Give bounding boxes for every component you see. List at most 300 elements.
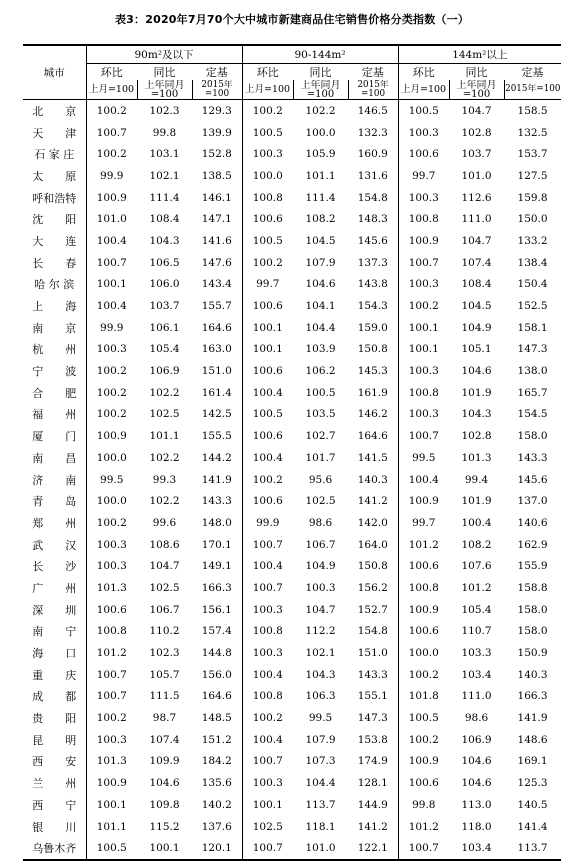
index-value: 161.9 <box>357 386 388 399</box>
index-value: 101.7 <box>305 451 336 464</box>
base-header: 上年同月=100 <box>137 80 192 100</box>
index-value: 101.0 <box>86 208 137 230</box>
city-name: 兰 州 <box>32 777 77 791</box>
index-value: 147.1 <box>201 213 232 226</box>
index-value: 100.3 <box>242 599 293 621</box>
index-value: 143.3 <box>201 495 232 508</box>
index-value: 112.6 <box>461 191 492 204</box>
table-row <box>23 555 561 577</box>
table-row <box>23 707 561 729</box>
index-value: 99.7 <box>398 165 449 187</box>
index-value: 115.2 <box>149 820 180 833</box>
index-value: 101.3 <box>461 451 492 464</box>
index-value: 101.2 <box>86 642 137 664</box>
index-value: 104.9 <box>305 560 336 573</box>
index-value: 141.2 <box>357 495 388 508</box>
index-value: 152.8 <box>201 148 232 161</box>
table-row <box>23 816 561 838</box>
index-value: 100.0 <box>242 165 293 187</box>
index-value: 106.0 <box>149 278 180 291</box>
index-value: 100.1 <box>86 794 137 816</box>
index-value: 108.4 <box>461 278 492 291</box>
index-value: 159.0 <box>357 321 388 334</box>
index-value: 104.4 <box>305 321 336 334</box>
table-title: 表3：2020年7月70个大中城市新建商品住宅销售价格分类指数（一） <box>114 13 470 26</box>
city-name: 乌鲁木齐 <box>23 837 86 860</box>
index-value: 141.9 <box>517 712 548 725</box>
index-value: 132.3 <box>357 126 388 139</box>
table-row <box>23 143 561 165</box>
table-row <box>23 360 561 382</box>
sub-header: 同比 <box>309 66 332 79</box>
city-name: 成 都 <box>32 690 77 704</box>
city-name: 西 宁 <box>32 798 77 812</box>
index-value: 100.0 <box>305 126 336 139</box>
index-value: 148.5 <box>201 712 232 725</box>
index-value: 122.1 <box>348 837 398 860</box>
index-value: 145.3 <box>357 365 388 378</box>
city-name: 重 庆 <box>32 668 77 682</box>
index-value: 148.3 <box>357 213 388 226</box>
index-value: 118.1 <box>305 820 336 833</box>
index-value: 107.9 <box>305 256 336 269</box>
index-value: 100.5 <box>305 386 336 399</box>
index-value: 100.2 <box>86 360 137 382</box>
index-value: 164.6 <box>201 690 232 703</box>
table-row <box>23 404 561 426</box>
index-value: 100.9 <box>86 425 137 447</box>
index-value: 104.3 <box>149 234 180 247</box>
index-value: 100.6 <box>398 143 449 165</box>
index-value: 132.5 <box>517 126 548 139</box>
index-value: 150.9 <box>517 647 548 660</box>
index-value: 110.7 <box>461 625 492 638</box>
index-value: 100.5 <box>242 122 293 144</box>
index-value: 157.4 <box>201 625 232 638</box>
index-value: 104.6 <box>305 278 336 291</box>
city-name: 长 沙 <box>32 560 77 574</box>
index-value: 143.8 <box>357 278 388 291</box>
city-name: 合 肥 <box>32 386 77 400</box>
index-value: 104.6 <box>461 777 492 790</box>
index-value: 104.7 <box>461 234 492 247</box>
index-value: 101.2 <box>398 534 449 556</box>
index-value: 106.9 <box>461 733 492 746</box>
index-value: 106.1 <box>149 321 180 334</box>
index-value: 100.2 <box>86 512 137 534</box>
index-value: 102.5 <box>149 408 180 421</box>
index-value: 100.9 <box>398 230 449 252</box>
sub-header: 同比 <box>465 66 488 79</box>
index-value: 103.9 <box>305 343 336 356</box>
sub-header: 环比 <box>242 64 293 81</box>
table-row <box>23 599 561 621</box>
index-value: 101.2 <box>398 816 449 838</box>
table-row <box>23 295 561 317</box>
index-value: 100.8 <box>398 577 449 599</box>
index-value: 111.4 <box>149 191 180 204</box>
index-value: 135.6 <box>201 777 232 790</box>
sub-header: 定基 <box>361 66 384 79</box>
index-value: 100.5 <box>86 837 137 860</box>
index-value: 100.7 <box>242 837 293 860</box>
index-value: 103.1 <box>149 148 180 161</box>
index-value: 158.0 <box>517 430 548 443</box>
index-value: 138.4 <box>517 256 548 269</box>
city-name: 宁 波 <box>32 365 77 379</box>
index-value: 100.5 <box>398 707 449 729</box>
index-value: 104.5 <box>305 234 336 247</box>
table-row <box>23 577 561 599</box>
index-value: 164.6 <box>357 430 388 443</box>
index-value: 100.6 <box>242 490 293 512</box>
index-value: 100.6 <box>398 555 449 577</box>
index-value: 104.7 <box>461 104 492 117</box>
city-name: 南 宁 <box>32 625 77 639</box>
index-value: 100.3 <box>398 404 449 426</box>
index-value: 98.7 <box>152 712 177 725</box>
index-value: 99.9 <box>242 512 293 534</box>
index-value: 99.6 <box>152 516 177 529</box>
index-value: 106.9 <box>149 365 180 378</box>
index-value: 151.0 <box>357 647 388 660</box>
index-value: 139.9 <box>201 126 232 139</box>
index-value: 101.1 <box>305 169 336 182</box>
index-value: 149.1 <box>201 560 232 573</box>
table-row <box>23 230 561 252</box>
city-name: 天 津 <box>32 126 77 140</box>
index-value: 98.6 <box>464 712 489 725</box>
index-value: 102.2 <box>149 386 180 399</box>
base-header: 上年同月=100 <box>449 80 504 100</box>
index-value: 104.7 <box>305 603 336 616</box>
index-value: 100.2 <box>242 100 293 122</box>
index-value: 113.0 <box>461 798 492 811</box>
index-value: 141.4 <box>517 820 548 833</box>
index-value: 100.2 <box>86 382 137 404</box>
table-row <box>23 469 561 491</box>
index-value: 100.9 <box>86 772 137 794</box>
table-row <box>23 794 561 816</box>
index-value: 105.9 <box>305 148 336 161</box>
index-value: 127.5 <box>517 169 548 182</box>
city-name: 上 海 <box>32 300 77 314</box>
index-value: 100.6 <box>242 208 293 230</box>
table-row <box>23 165 561 187</box>
index-value: 100.4 <box>86 230 137 252</box>
index-value: 99.4 <box>464 473 489 486</box>
index-value: 108.4 <box>149 213 180 226</box>
index-value: 100.1 <box>242 317 293 339</box>
index-value: 110.2 <box>149 625 180 638</box>
index-value: 99.9 <box>86 165 137 187</box>
index-value: 100.1 <box>86 274 137 296</box>
index-value: 137.0 <box>517 495 548 508</box>
index-value: 100.6 <box>242 425 293 447</box>
index-value: 170.1 <box>201 538 232 551</box>
index-value: 104.6 <box>149 777 180 790</box>
index-value: 141.2 <box>357 820 388 833</box>
index-value: 100.4 <box>398 469 449 491</box>
city-name: 大 连 <box>32 234 77 248</box>
table-row <box>23 837 561 860</box>
index-value: 100.5 <box>242 230 293 252</box>
index-value: 138.0 <box>517 365 548 378</box>
index-value: 137.6 <box>201 820 232 833</box>
table-row <box>23 772 561 794</box>
index-value: 100.6 <box>242 295 293 317</box>
index-value: 133.2 <box>517 234 548 247</box>
index-value: 154.3 <box>357 300 388 313</box>
index-value: 140.6 <box>517 516 548 529</box>
index-value: 100.9 <box>86 187 137 209</box>
index-value: 99.5 <box>308 712 333 725</box>
index-value: 100.3 <box>398 122 449 144</box>
base-header: 上月=100 <box>398 80 449 100</box>
index-value: 100.9 <box>398 751 449 773</box>
index-value: 100.4 <box>461 516 492 529</box>
index-value: 140.3 <box>357 473 388 486</box>
city-name: 哈 尔 滨 <box>34 278 75 292</box>
index-value: 155.7 <box>201 300 232 313</box>
index-value: 100.7 <box>86 252 137 274</box>
index-value: 100.2 <box>242 469 293 491</box>
city-name: 深 圳 <box>32 603 77 617</box>
index-value: 142.5 <box>201 408 232 421</box>
index-value: 100.6 <box>398 772 449 794</box>
index-value: 109.8 <box>149 798 180 811</box>
index-value: 155.9 <box>517 560 548 573</box>
base-header: 2015年=100 <box>192 80 242 100</box>
index-value: 99.7 <box>398 512 449 534</box>
index-value: 165.7 <box>517 386 548 399</box>
index-value: 109.9 <box>149 755 180 768</box>
index-value: 141.5 <box>357 451 388 464</box>
index-value: 107.4 <box>149 733 180 746</box>
city-name: 北 京 <box>32 104 77 118</box>
index-value: 100.7 <box>398 252 449 274</box>
price-index-table <box>23 44 561 861</box>
index-value: 125.3 <box>517 777 548 790</box>
index-value: 158.5 <box>517 104 548 117</box>
index-value: 159.8 <box>517 191 548 204</box>
index-value: 100.7 <box>86 122 137 144</box>
index-value: 100.1 <box>242 794 293 816</box>
index-value: 106.7 <box>149 603 180 616</box>
index-value: 166.3 <box>517 690 548 703</box>
index-value: 100.7 <box>242 751 293 773</box>
index-value: 100.7 <box>86 664 137 686</box>
city-name: 南 京 <box>32 321 77 335</box>
index-value: 108.6 <box>149 538 180 551</box>
index-value: 100.0 <box>86 490 137 512</box>
index-value: 100.2 <box>398 664 449 686</box>
index-value: 95.6 <box>308 473 333 486</box>
table-row <box>23 100 561 122</box>
city-name: 武 汉 <box>32 538 77 552</box>
index-value: 105.4 <box>149 343 180 356</box>
index-value: 104.4 <box>305 777 336 790</box>
index-value: 100.0 <box>86 447 137 469</box>
table-row <box>23 642 561 664</box>
index-value: 106.3 <box>305 690 336 703</box>
city-name: 广 州 <box>32 581 77 595</box>
index-value: 101.0 <box>461 169 492 182</box>
city-name: 贵 阳 <box>32 712 77 726</box>
index-value: 150.0 <box>517 213 548 226</box>
city-name: 长 春 <box>32 256 77 270</box>
index-value: 120.1 <box>192 837 242 860</box>
index-value: 100.1 <box>398 339 449 361</box>
index-value: 100.2 <box>86 100 137 122</box>
index-value: 100.2 <box>398 729 449 751</box>
index-value: 100.3 <box>305 581 336 594</box>
index-value: 100.2 <box>86 707 137 729</box>
index-value: 100.2 <box>242 252 293 274</box>
index-value: 103.5 <box>305 408 336 421</box>
index-value: 104.6 <box>461 755 492 768</box>
table-row <box>23 686 561 708</box>
index-value: 103.7 <box>149 300 180 313</box>
index-value: 146.5 <box>357 104 388 117</box>
index-value: 100.7 <box>242 534 293 556</box>
base-header: 上年同月=100 <box>293 80 348 100</box>
index-value: 100.8 <box>242 686 293 708</box>
index-value: 156.0 <box>201 668 232 681</box>
index-value: 100.8 <box>86 621 137 643</box>
base-header: 上月=100 <box>242 80 293 100</box>
index-value: 146.1 <box>201 191 232 204</box>
index-value: 106.7 <box>305 538 336 551</box>
sub-header: 定基 <box>205 66 228 79</box>
index-value: 148.0 <box>201 516 232 529</box>
index-value: 101.8 <box>398 686 449 708</box>
sub-header: 定基 <box>521 66 544 79</box>
sub-header: 同比 <box>153 66 176 79</box>
sub-header: 环比 <box>398 64 449 81</box>
index-value: 100.3 <box>398 187 449 209</box>
index-value: 103.7 <box>461 148 492 161</box>
index-value: 100.7 <box>242 577 293 599</box>
city-name: 青 岛 <box>32 495 77 509</box>
index-value: 104.9 <box>461 321 492 334</box>
index-value: 101.1 <box>149 430 180 443</box>
group-header-small: 90m²及以下 <box>86 45 242 64</box>
index-value: 140.2 <box>201 798 232 811</box>
index-value: 100.1 <box>398 317 449 339</box>
index-value: 150.4 <box>517 278 548 291</box>
index-value: 100.2 <box>86 404 137 426</box>
table-row <box>23 382 561 404</box>
index-value: 100.6 <box>398 621 449 643</box>
index-value: 100.5 <box>398 100 449 122</box>
city-name: 厦 门 <box>32 430 77 444</box>
index-value: 104.3 <box>461 408 492 421</box>
index-value: 100.9 <box>398 599 449 621</box>
city-name: 福 州 <box>32 408 77 422</box>
index-value: 151.0 <box>201 365 232 378</box>
index-value: 154.8 <box>357 191 388 204</box>
index-value: 100.3 <box>86 555 137 577</box>
index-value: 158.0 <box>517 603 548 616</box>
index-value: 104.5 <box>461 300 492 313</box>
index-value: 118.0 <box>461 820 492 833</box>
index-value: 147.3 <box>517 343 548 356</box>
city-header: 城市 <box>23 45 86 100</box>
index-value: 164.0 <box>357 538 388 551</box>
index-value: 147.3 <box>357 712 388 725</box>
index-value: 103.4 <box>449 837 504 860</box>
index-value: 152.5 <box>517 300 548 313</box>
index-value: 142.0 <box>357 516 388 529</box>
index-value: 112.2 <box>305 625 336 638</box>
index-value: 99.7 <box>242 274 293 296</box>
city-name: 海 口 <box>32 647 77 661</box>
index-value: 102.2 <box>305 104 336 117</box>
index-value: 100.1 <box>137 837 192 860</box>
index-value: 111.4 <box>305 191 336 204</box>
index-value: 100.4 <box>242 729 293 751</box>
index-value: 166.3 <box>201 581 232 594</box>
index-value: 111.0 <box>461 213 492 226</box>
index-value: 100.4 <box>242 664 293 686</box>
table-row <box>23 512 561 534</box>
index-value: 155.1 <box>357 690 388 703</box>
index-value: 156.2 <box>357 581 388 594</box>
index-value: 102.1 <box>305 647 336 660</box>
index-value: 100.5 <box>242 404 293 426</box>
city-name: 杭 州 <box>32 343 77 357</box>
index-value: 103.4 <box>461 668 492 681</box>
index-value: 103.3 <box>461 647 492 660</box>
index-value: 100.3 <box>242 772 293 794</box>
index-value: 108.2 <box>461 538 492 551</box>
index-value: 102.3 <box>149 647 180 660</box>
index-value: 104.7 <box>149 560 180 573</box>
table-row <box>23 274 561 296</box>
index-value: 100.3 <box>86 339 137 361</box>
index-value: 100.4 <box>242 447 293 469</box>
index-value: 105.1 <box>461 343 492 356</box>
index-value: 143.3 <box>517 451 548 464</box>
index-value: 148.6 <box>517 733 548 746</box>
index-value: 141.6 <box>201 234 232 247</box>
index-value: 100.2 <box>242 707 293 729</box>
index-value: 100.8 <box>242 187 293 209</box>
index-value: 137.3 <box>357 256 388 269</box>
index-value: 99.5 <box>86 469 137 491</box>
index-value: 107.4 <box>461 256 492 269</box>
index-value: 158.8 <box>517 581 548 594</box>
index-value: 111.5 <box>149 690 180 703</box>
index-value: 102.5 <box>149 581 180 594</box>
index-value: 106.5 <box>149 256 180 269</box>
index-value: 108.2 <box>305 213 336 226</box>
index-value: 99.3 <box>152 473 177 486</box>
index-value: 99.8 <box>152 126 177 139</box>
index-value: 145.6 <box>517 473 548 486</box>
index-value: 144.2 <box>201 451 232 464</box>
index-value: 99.8 <box>398 794 449 816</box>
city-name: 银 川 <box>32 820 77 834</box>
index-value: 107.3 <box>305 755 336 768</box>
index-value: 158.1 <box>517 321 548 334</box>
index-value: 162.9 <box>517 538 548 551</box>
index-value: 184.2 <box>201 755 232 768</box>
table-row <box>23 425 561 447</box>
city-name: 沈 阳 <box>32 213 77 227</box>
index-value: 151.2 <box>201 733 232 746</box>
